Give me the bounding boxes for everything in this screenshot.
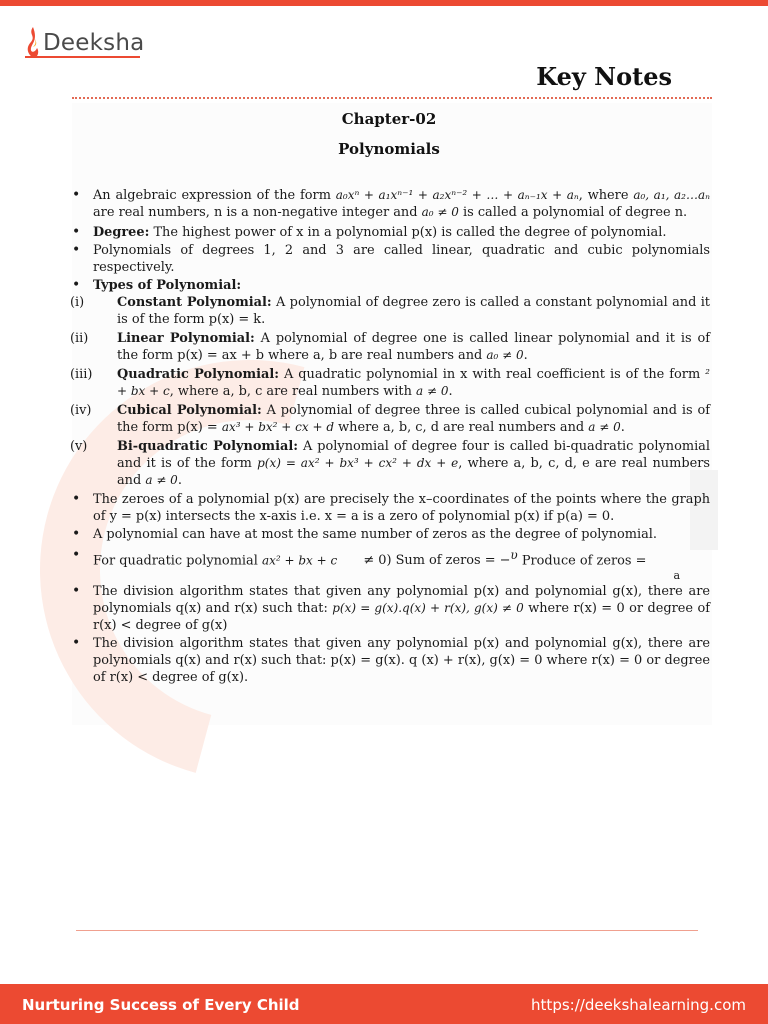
- type-item: (v) Bi-quadratic Polynomial: A polynomial of degree four is called bi-quadratic polynomial and it is of the form p(x) = ax² + bx³ + cx² + dx + e, where a, b, c, d, e are real numbers and a ≠ 0.: [70, 439, 710, 488]
- footer-divider: [76, 930, 698, 931]
- footer-bar: [0, 984, 768, 1024]
- type-item: (ii) Linear Polynomial: A polynomial of degree one is called linear polynomial and it is of the form p(x) = ax + b where a, b are real numbers and a₀ ≠ 0.: [70, 331, 710, 363]
- types-list: [70, 294, 710, 489]
- flame-icon: [24, 26, 40, 60]
- list-item: • Types of Polynomial: (i) Constant Polynomial: A polynomial of degree zero is called a constant polynomial and it is of the form p(x) = k. (ii) Linear Polynomial: A polynomial of degree one is called linear polynomial and it is of the form p(x) = ax + b where a, b are real numbers and a₀ ≠ 0. (iii) Quadratic Polynomial: A quadratic polynomial in x with real coefficient is of the form ² + bx + c, where a, b, c are real numbers with a ≠ 0. (iv) Cubical Polynomial: A polynomial of degree three is called cubical polynomial and is of the form p(x) = ax³ + bx² + cx + d where a, b, c, d are real numbers and a ≠ 0. (v) Bi-quadratic Polynomial: A polynomial of degree four is called bi-quadratic polynomial and it is of the form p(x) = ax² + bx³ + cx² + dx + e, where a, b, c, d, e are real numbers and a ≠ 0.: [70, 277, 710, 489]
- brand-name: Deeksha: [43, 30, 145, 56]
- list-item: • Polynomials of degrees 1, 2 and 3 are called linear, quadratic and cubic polynomials respectively.: [70, 242, 710, 276]
- list-item: • For quadratic polynomial ax² + bx + c ≠ 0) Sum of zeros = −$^\upsilon$ Produce of zeros = a: [70, 547, 710, 582]
- type-item: (i) Constant Polynomial: A polynomial of degree zero is called a constant polynomial and it is of the form p(x) = k.: [70, 295, 710, 327]
- list-item: • An algebraic expression of the form a₀xⁿ + a₁xⁿ⁻¹ + a₂xⁿ⁻² + … + aₙ₋₁x + aₙ, where a₀, a₁, a₂…aₙ are real numbers, n is a non-negative integer and a₀ ≠ 0 is called a polynomial of degree n.: [70, 187, 710, 221]
- list-item: • Degree: The highest power of x in a polynomial p(x) is called the degree of polynomial.: [70, 224, 710, 241]
- list-item: • The division algorithm states that given any polynomial p(x) and polynomial g(x), there are polynomials q(x) and r(x) such that: p(x) = g(x).q(x) + r(x), g(x) ≠ 0 where r(x) = 0 or degree of r(x) < degree of g(x): [70, 583, 710, 634]
- deeksha-logo[interactable]: [24, 26, 144, 60]
- type-item: (iv) Cubical Polynomial: A polynomial of degree three is called cubical polynomial and is of the form p(x) = ax³ + bx² + cx + d where a, b, c, d are real numbers and a ≠ 0.: [70, 403, 710, 435]
- top-accent-bar: [0, 0, 768, 6]
- page-title: Key Notes: [536, 62, 672, 91]
- list-item: • A polynomial can have at most the same number of zeros as the degree of polynomial.: [70, 526, 710, 543]
- type-item: (iii) Quadratic Polynomial: A quadratic polynomial in x with real coefficient is of the form ² + bx + c, where a, b, c are real numbers with a ≠ 0.: [70, 367, 710, 399]
- footer-tagline: Nurturing Success of Every Child: [22, 996, 300, 1014]
- logo-underline: [25, 56, 140, 58]
- header-divider: [72, 97, 712, 99]
- footer-url-link[interactable]: https://deekshalearning.com: [531, 996, 746, 1014]
- chapter-title: Polynomials: [338, 140, 440, 158]
- notes-list: [70, 187, 710, 686]
- list-item: • The zeroes of a polynomial p(x) are precisely the x–coordinates of the points where the graph of y = p(x) intersects the x-axis i.e. x = a is a zero of polynomial p(x) if p(a) = 0.: [70, 491, 710, 525]
- notes-body: [70, 187, 710, 687]
- chapter-number: Chapter-02: [341, 110, 437, 128]
- list-item: • The division algorithm states that given any polynomial p(x) and polynomial g(x), there are polynomials q(x) and r(x) such that: p(x) = g(x). q (x) + r(x), g(x) = 0 where r(x) = 0 or degree of r(x) < degree of g(x).: [70, 635, 710, 686]
